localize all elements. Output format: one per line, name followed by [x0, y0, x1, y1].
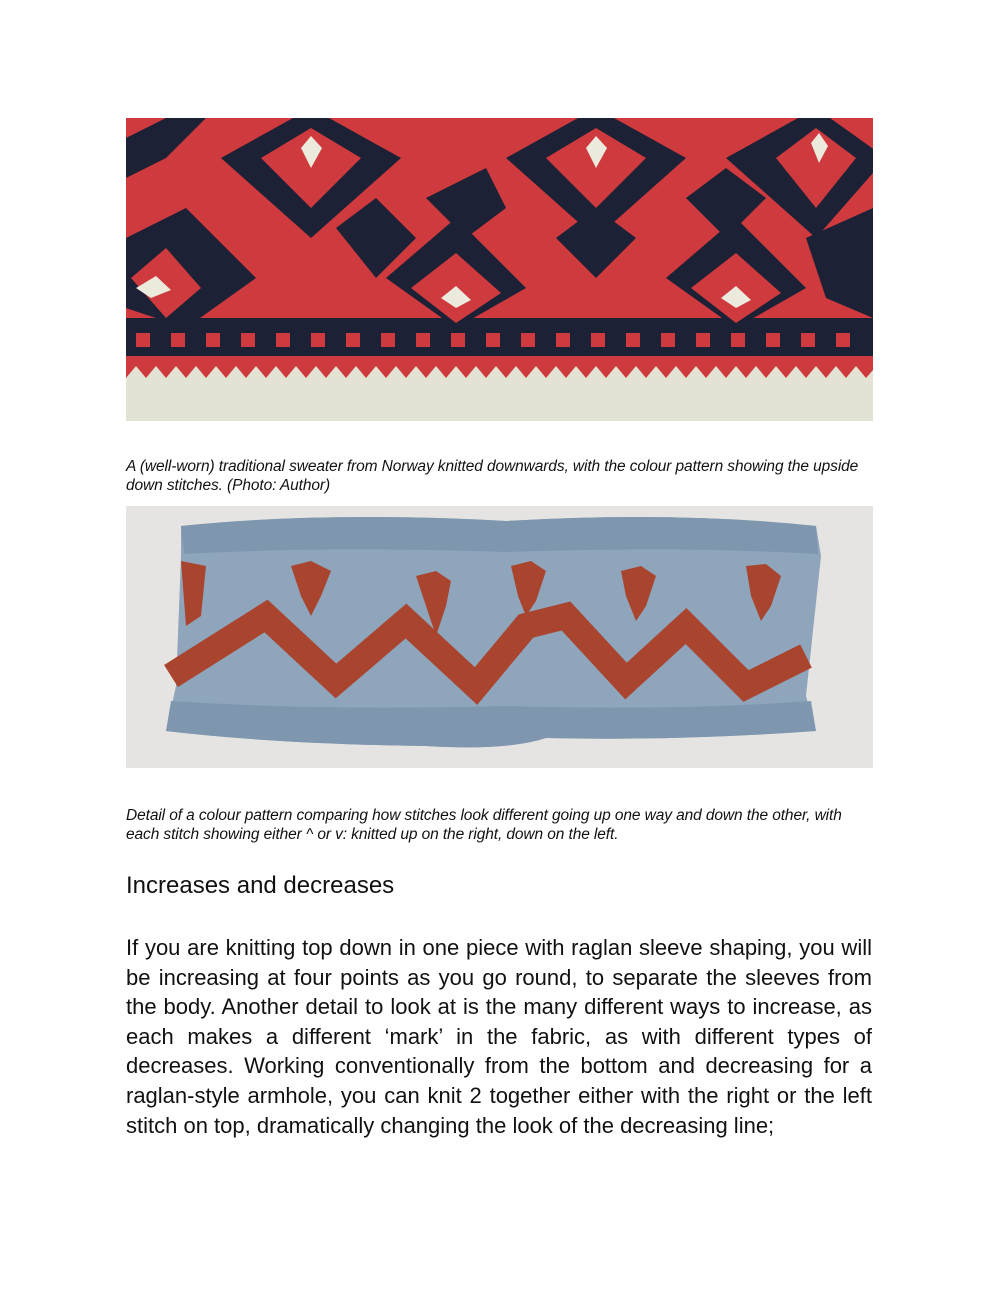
swatch-illustration	[126, 506, 873, 768]
sweater-pattern-illustration	[126, 118, 873, 421]
section-heading: Increases and decreases	[126, 872, 395, 899]
figure-caption-1: A (well-worn) traditional sweater from Norway knitted downwards, with the colour pattern showing the upside down stitches. (Photo: Author)	[126, 457, 859, 494]
figure-caption-2: Detail of a colour pattern comparing how stitches look different going up one way and down the other, with each stitch showing either ^ or v: knitted up on the right, down on the left.	[126, 806, 842, 843]
body-paragraph: If you are knitting top down in one piece with raglan sleeve shaping, you will be increasing at four points as you go round, to separate the sleeves from the body. Another detail to look at is the many different ways to increase, as each makes a different ‘mark’ in the fabric, as with different types of decreases. Working conventionally from the bottom and decreasing for a raglan-style armhole, you can knit 2 together either with the right or the left stitch on top, dramatically changing the look of the decreasing line;	[126, 935, 872, 1138]
norwegian-sweater-photo	[126, 118, 873, 421]
swatch-comparison-photo	[126, 506, 873, 768]
